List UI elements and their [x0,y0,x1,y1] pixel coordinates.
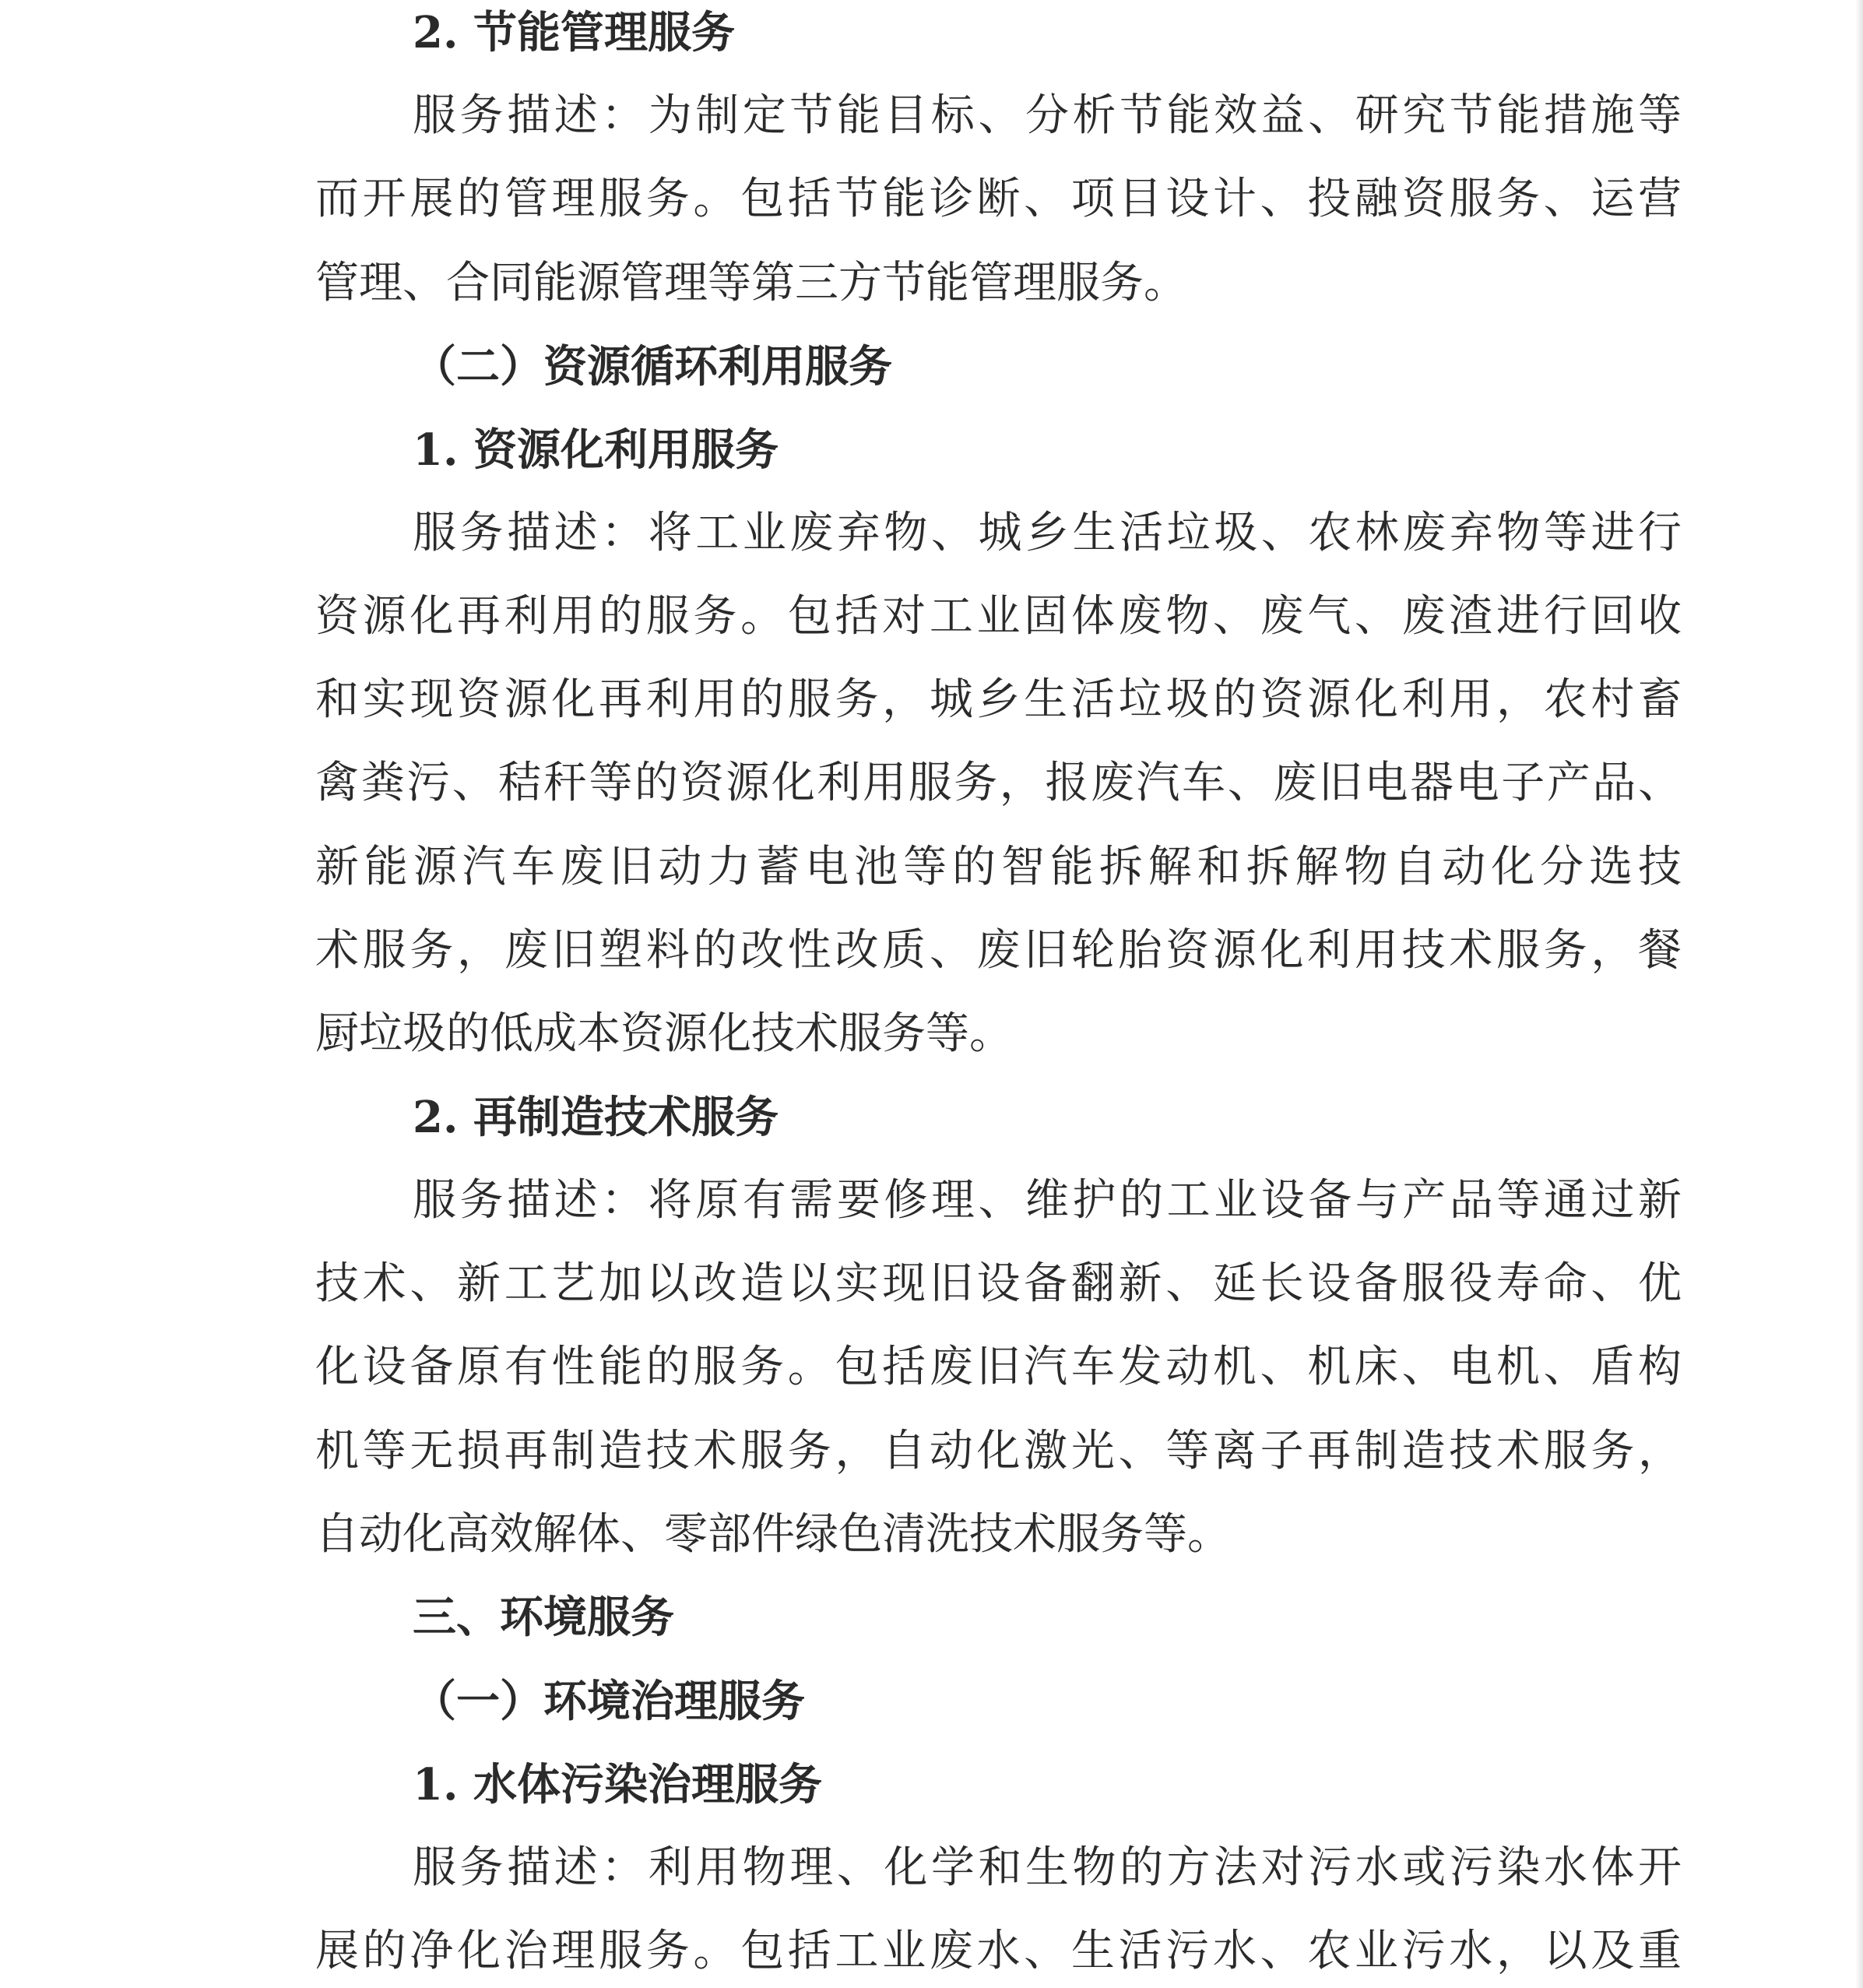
section-heading-environmental-services: 三、环境服务 [413,1592,674,1643]
paragraph-line: 而开展的管理服务。包括节能诊断、项目设计、投融资服务、运营 [315,174,1682,224]
item-heading-resource-utilization: 1. 资源化利用服务 [413,424,779,476]
paragraph-line: 展的净化治理服务。包括工业废水、生活污水、农业污水，以及重 [315,1926,1682,1976]
subsection-heading-resource-recycling: （二）资源循环利用服务 [413,341,892,392]
item-heading-water-pollution-treatment: 1. 水体污染治理服务 [413,1759,822,1810]
paragraph-line: 技术、新工艺加以改造以实现旧设备翻新、延长设备服役寿命、优 [315,1258,1682,1309]
paragraph-line: 服务描述：将原有需要修理、维护的工业设备与产品等通过新 [413,1175,1682,1226]
paragraph-line: 禽粪污、秸秆等的资源化利用服务，报废汽车、废旧电器电子产品、 [315,758,1682,808]
paragraph-line: 新能源汽车废旧动力蓄电池等的智能拆解和拆解物自动化分选技 [315,842,1682,892]
paragraph-line: 服务描述：将工业废弃物、城乡生活垃圾、农林废弃物等进行 [413,508,1682,558]
paragraph-line: 资源化再利用的服务。包括对工业固体废物、废气、废渣进行回收 [315,591,1682,642]
paragraph-line: 和实现资源化再利用的服务，城乡生活垃圾的资源化利用，农村畜 [315,674,1682,725]
paragraph-line: 机等无损再制造技术服务，自动化激光、等离子再制造技术服务， [315,1426,1682,1476]
paragraph-line: 服务描述：为制定节能目标、分析节能效益、研究节能措施等 [413,90,1682,141]
paragraph-line: 自动化高效解体、零部件绿色清洗技术服务等。 [315,1509,1231,1560]
paragraph-line: 服务描述：利用物理、化学和生物的方法对污水或污染水体开 [413,1842,1682,1893]
paragraph-line: 管理、合同能源管理等第三方节能管理服务。 [315,258,1187,308]
item-heading-remanufacturing: 2. 再制造技术服务 [413,1092,779,1143]
paragraph-line: 厨垃圾的低成本资源化技术服务等。 [315,1008,1013,1059]
paragraph-line: 化设备原有性能的服务。包括废旧汽车发动机、机床、电机、盾构 [315,1342,1682,1392]
scan-edge-shadow [1855,0,1863,1988]
paragraph-line: 术服务，废旧塑料的改性改质、废旧轮胎资源化利用技术服务，餐 [315,925,1682,976]
item-heading-energy-management: 2. 节能管理服务 [413,7,735,58]
subsection-heading-environmental-governance: （一）环境治理服务 [413,1676,805,1727]
